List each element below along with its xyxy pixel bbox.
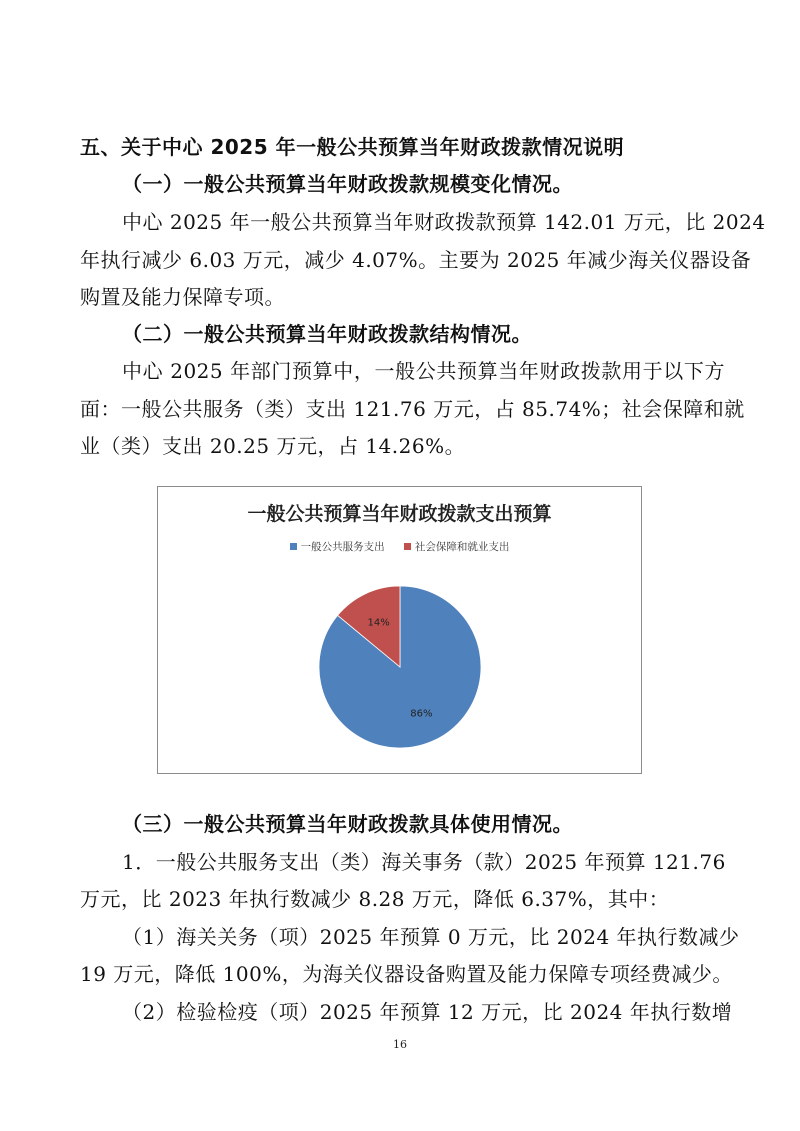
page-number: 16	[393, 1038, 407, 1051]
body-text-line: 1．一般公共服务支出（类）海关事务（款）2025 年预算 121.76	[122, 850, 726, 874]
pie-data-label-public-service: 86%	[410, 708, 433, 720]
pie-chart	[157, 486, 642, 774]
legend-label-public-service: 一般公共服务支出	[300, 541, 385, 553]
chart-title: 一般公共预算当年财政拨款支出预算	[247, 503, 552, 525]
section-heading: （二）一般公共预算当年财政拨款结构情况。	[122, 322, 532, 346]
body-text-line: （1）海关关务（项）2025 年预算 0 万元，比 2024 年执行数减少	[122, 925, 740, 949]
body-text-line: 中心 2025 年部门预算中，一般公共预算当年财政拨款用于以下方	[122, 359, 725, 383]
section-heading: （三）一般公共预算当年财政拨款具体使用情况。	[122, 812, 573, 836]
section-heading: 五、关于中心 2025 年一般公共预算当年财政拨款情况说明	[80, 135, 625, 159]
section-heading: （一）一般公共预算当年财政拨款规模变化情况。	[122, 172, 573, 196]
body-text-line: 年执行减少 6.03 万元，减少 4.07%。主要为 2025 年减少海关仪器设备	[80, 248, 752, 272]
body-text-line: 面：一般公共服务（类）支出 121.76 万元，占 85.74%；社会保障和就	[80, 397, 745, 421]
pie-plot-area	[158, 487, 641, 773]
body-text-line: 19 万元，降低 100%，为海关仪器设备购置及能力保障专项经费减少。	[80, 962, 733, 986]
body-text-line: 万元，比 2023 年执行数减少 8.28 万元，降低 6.37%，其中：	[80, 887, 670, 911]
pie-data-label-social-security: 14%	[367, 617, 390, 629]
legend-label-social-security: 社会保障和就业支出	[414, 541, 510, 553]
body-text-line: （2）检验检疫（项）2025 年预算 12 万元，比 2024 年执行数增	[122, 1000, 733, 1024]
body-text-line: 购置及能力保障专项。	[80, 285, 285, 309]
body-text-line: 业（类）支出 20.25 万元，占 14.26%。	[80, 434, 466, 458]
body-text-line: 中心 2025 年一般公共预算当年财政拨款预算 142.01 万元，比 2024	[122, 210, 766, 234]
